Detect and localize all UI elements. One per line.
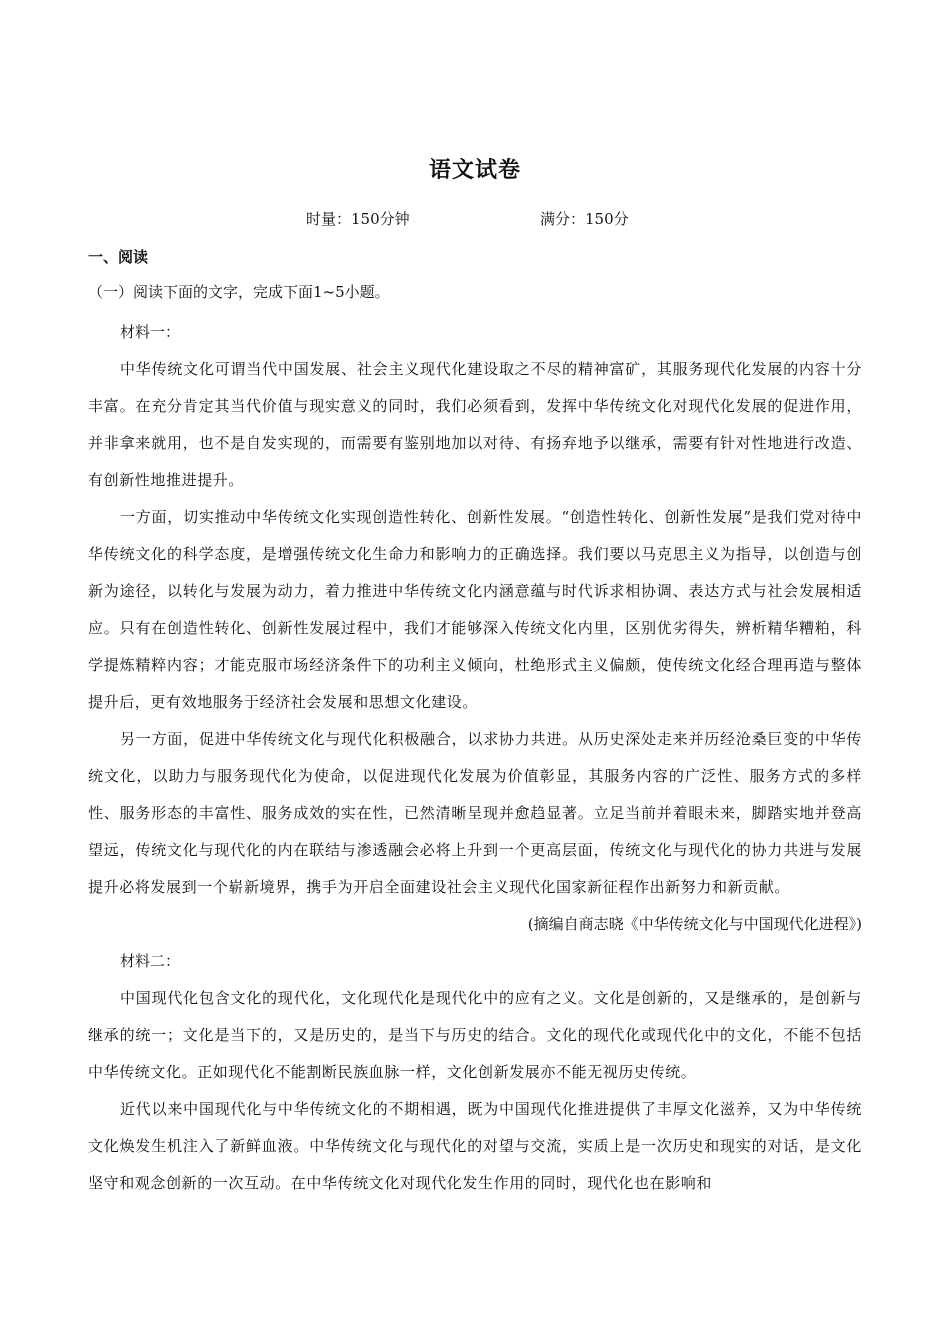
time-limit: 时量：150分钟: [306, 210, 410, 228]
material-one-paragraph: 一方面，切实推动中华传统文化实现创造性转化、创新性发展。“创造性转化、创新性发展”是我们党对待中华传统文化的科学态度，是增强传统文化生命力和影响力的正确选择。我们要以马克思主义为指导，以创造与创新为途径，以转化与发展为动力，着力推进中华传统文化内涵意蕴与时代诉求相协调、表达方式与社会发展相适应。只有在创造性转化、创新性发展过程中，我们才能够深入传统文化内里，区别优劣得失，辨析精华糟粕，科学提炼精粹内容；才能克服市场经济条件下的功利主义倾向，杜绝形式主义偏颇，使传统文化经合理再造与整体提升后，更有效地服务于经济社会发展和思想文化建设。: [88, 508, 862, 711]
material-two-paragraph: 近代以来中国现代化与中华传统文化的不期相遇，既为中国现代化推进提供了丰厚文化滋养，又为中华传统文化焕发生机注入了新鲜血液。中华传统文化与现代化的对望与交流，实质上是一次历史和现实的对话，是文化坚守和观念创新的一次互动。在中华传统文化对现代化发生作用的同时，现代化也在影响和: [88, 1100, 862, 1192]
exam-meta: [0, 208, 950, 232]
section-heading: 一、阅读: [88, 248, 149, 266]
reading-instruction: （一）阅读下面的文字，完成下面1~5小题。: [88, 283, 390, 301]
reading-passage: [88, 314, 862, 1202]
material-one-paragraph: 中华传统文化可谓当代中国发展、社会主义现代化建设取之不尽的精神富矿，其服务现代化发展的内容十分丰富。在充分肯定其当代价值与现实意义的同时，我们必须看到，发挥中华传统文化对现代化发展的促进作用，并非拿来就用，也不是自发实现的，而需要有鉴别地加以对待、有扬弃地予以继承，需要有针对性地进行改造、有创新性地推进提升。: [88, 360, 862, 489]
material-two-paragraph: 中国现代化包含文化的现代化，文化现代化是现代化中的应有之义。文化是创新的，又是继承的，是创新与继承的统一；文化是当下的，又是历史的，是当下与历史的结合。文化的现代化或现代化中的文化，不能不包括中华传统文化。正如现代化不能割断民族血脉一样，文化创新发展亦不能无视历史传统。: [88, 989, 862, 1081]
material-one-paragraph: 另一方面，促进中华传统文化与现代化积极融合，以求协力共进。从历史深处走来并历经沧桑巨变的中华传统文化，以助力与服务现代化为使命，以促进现代化发展为价值彰显，其服务内容的广泛性、服务方式的多样性、服务形态的丰富性、服务成效的实在性，已然清晰呈现并愈趋显著。立足当前并着眼未来，脚踏实地并登高望远，传统文化与现代化的内在联结与渗透融会必将上升到一个更高层面，传统文化与现代化的协力共进与发展提升必将发展到一个崭新境界，携手为开启全面建设社会主义现代化国家新征程作出新努力和新贡献。: [88, 730, 862, 896]
material-two-label: 材料二：: [120, 952, 181, 970]
material-one-label: 材料一：: [120, 323, 181, 341]
full-score: 满分：150分: [540, 210, 629, 228]
material-one-source: (摘编自商志晓《中华传统文化与中国现代化进程》): [527, 915, 862, 933]
exam-title: 语文试卷: [428, 157, 521, 183]
